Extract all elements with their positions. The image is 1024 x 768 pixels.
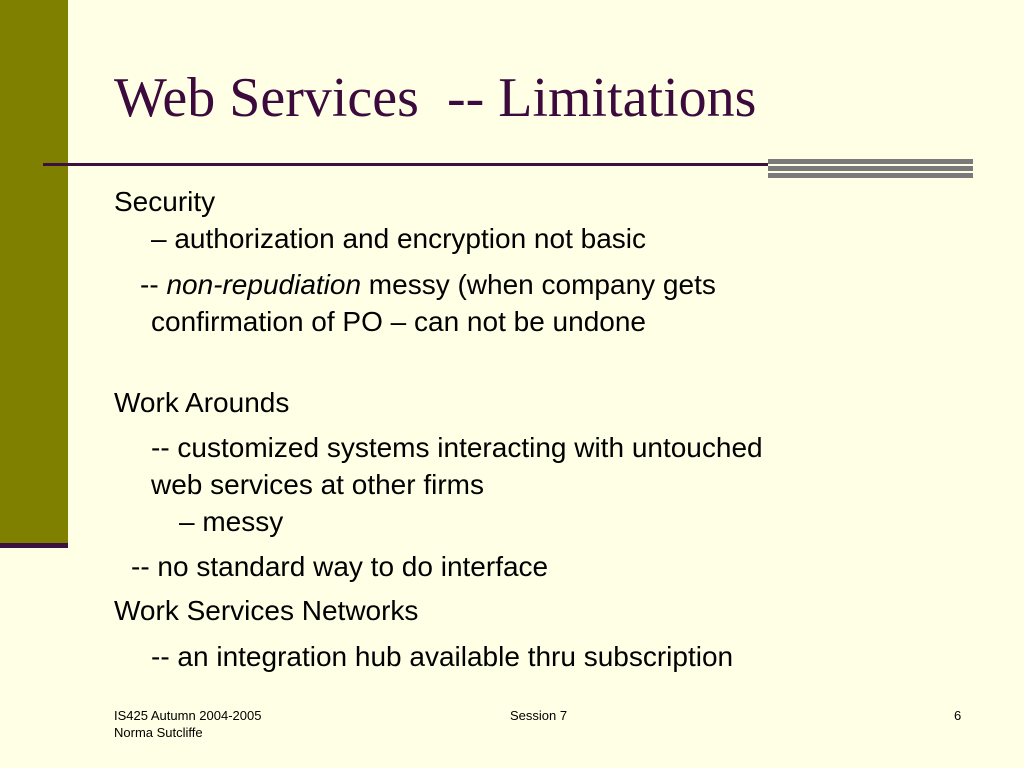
security-item-authorization: – authorization and encryption not basic bbox=[151, 223, 646, 254]
networks-heading: Work Services Networks bbox=[114, 595, 419, 626]
workarounds-heading: Work Arounds bbox=[114, 387, 290, 418]
footer-page-number: 6 bbox=[954, 708, 962, 723]
security-item-prefix: -- bbox=[140, 269, 167, 300]
workarounds-subitem-messy: – messy bbox=[179, 506, 284, 537]
security-item-rest: messy (when company gets bbox=[361, 269, 716, 300]
security-heading: Security bbox=[114, 186, 216, 217]
security-item-nonrepudiation-continued: confirmation of PO – can not be undone bbox=[151, 306, 646, 337]
networks-item-hub: -- an integration hub available thru subscription bbox=[151, 641, 734, 672]
footer-session: Session 7 bbox=[510, 708, 568, 723]
sidebar-decoration-underline bbox=[0, 543, 68, 548]
sidebar-decoration-bar bbox=[0, 0, 68, 548]
security-item-nonrepudiation bbox=[140, 268, 716, 302]
slide-title: Web Services -- Limitations bbox=[114, 67, 757, 129]
workarounds-item-interface: -- no standard way to do interface bbox=[131, 551, 549, 582]
workarounds-item-customized: -- customized systems interacting with untouched bbox=[151, 432, 763, 463]
nonrepudiation-term: non-repudiation bbox=[166, 269, 362, 300]
footer-author: Norma Sutcliffe bbox=[114, 725, 203, 740]
footer-course: IS425 Autumn 2004-2005 bbox=[114, 708, 262, 723]
workarounds-item-customized-continued: web services at other firms bbox=[151, 469, 484, 500]
title-divider-accent bbox=[768, 159, 973, 179]
